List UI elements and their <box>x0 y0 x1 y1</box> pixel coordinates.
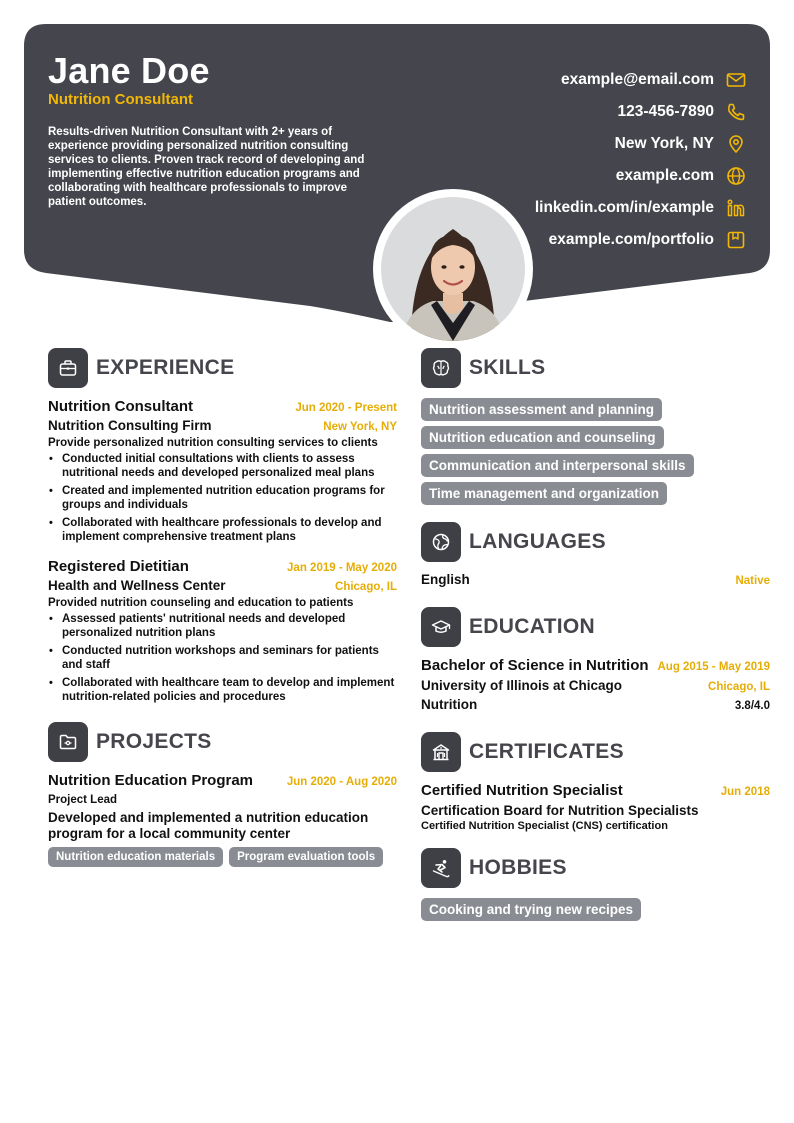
portfolio-icon <box>726 230 746 250</box>
location-icon <box>726 134 746 154</box>
job-location: New York, NY <box>323 421 397 433</box>
education-title: EDUCATION <box>469 615 595 638</box>
job-title: Nutrition Consultant <box>48 398 193 415</box>
contact-phone[interactable] <box>535 96 746 128</box>
contact-phone-text[interactable]: 123-456-7890 <box>617 103 714 120</box>
contact-list <box>535 64 746 256</box>
list-item: • Created and implemented nutrition education programs for groups and individuals <box>48 484 397 512</box>
briefcase-icon <box>48 348 88 388</box>
contact-linkedin-text[interactable]: linkedin.com/in/example <box>534 199 714 216</box>
hobbies-list <box>421 898 770 926</box>
language-level: Native <box>735 575 770 587</box>
list-item: • Conducted nutrition workshops and seminars for patients and staff <box>48 644 397 672</box>
linkedin-icon <box>726 198 746 218</box>
school: University of Illinois at Chicago <box>421 678 623 693</box>
language-name: English <box>421 572 470 587</box>
phone-icon <box>726 102 746 122</box>
list-item: • Collaborated with healthcare professionals to develop and implement comprehensive treatment plans <box>48 516 397 544</box>
skills-header <box>421 348 770 388</box>
skiing-icon <box>421 848 461 888</box>
project-tags <box>48 847 397 872</box>
profile-photo <box>373 189 533 349</box>
project-role: Project Lead <box>48 794 118 806</box>
hobbies-title: HOBBIES <box>469 856 567 879</box>
contact-website-text[interactable]: example.com <box>615 167 714 184</box>
skill-tag: Nutrition assessment and planning <box>421 398 662 421</box>
job-company: Nutrition Consulting Firm <box>48 418 212 433</box>
certificate-date: Jun 2018 <box>720 786 770 798</box>
project-date: Jun 2020 - Aug 2020 <box>286 776 397 788</box>
brain-icon <box>421 348 461 388</box>
education-date: Aug 2015 - May 2019 <box>657 661 770 673</box>
profile-summary: Results-driven Nutrition Consultant with 2+ years of experience providing personalized nutrition consulting services to clients. Proven track record of developing and implementing effective nutrition education programs and collaborating with healthcare professionals to improve patient outcomes. <box>48 126 365 208</box>
experience-item <box>48 558 397 704</box>
job-bullets <box>48 452 397 544</box>
skill-tag: Communication and interpersonal skills <box>421 454 694 477</box>
field-of-study: Nutrition <box>421 697 478 712</box>
education-location: Chicago, IL <box>708 681 770 693</box>
certificate-description: Certified Nutrition Specialist (CNS) certification <box>421 820 668 832</box>
institution-icon <box>421 732 461 772</box>
hobbies-header <box>421 848 770 888</box>
list-item: • Conducted initial consultations with clients to assess nutritional needs and developed personalized meal plans <box>48 452 397 480</box>
mail-icon <box>726 70 746 90</box>
language-globe-icon <box>421 522 461 562</box>
contact-portfolio[interactable] <box>535 224 746 256</box>
experience-title: EXPERIENCE <box>96 356 235 379</box>
graduation-cap-icon <box>421 607 461 647</box>
experience-header <box>48 348 397 388</box>
skill-tag: Time management and organization <box>421 482 667 505</box>
job-description: Provided nutrition counseling and education to patients <box>48 597 354 609</box>
contact-email[interactable] <box>535 64 746 96</box>
certificate-item <box>421 782 770 832</box>
certificates-title: CERTIFICATES <box>469 740 624 763</box>
degree: Bachelor of Science in Nutrition <box>421 657 649 674</box>
project-description: Developed and implemented a nutrition education program for a local community center <box>48 810 369 841</box>
certificate-name: Certified Nutrition Specialist <box>421 782 623 799</box>
contact-linkedin[interactable] <box>535 192 746 224</box>
avatar <box>381 197 525 341</box>
languages-title: LANGUAGES <box>469 530 606 553</box>
contact-location <box>535 128 746 160</box>
contact-email-text[interactable]: example@email.com <box>561 71 714 88</box>
globe-icon <box>726 166 746 186</box>
left-column <box>48 348 397 872</box>
hobby-tag: Cooking and trying new recipes <box>421 898 641 921</box>
skill-tag: Nutrition education and counseling <box>421 426 664 449</box>
gpa: 3.8/4.0 <box>734 700 770 712</box>
experience-item <box>48 398 397 544</box>
job-title: Registered Dietitian <box>48 558 189 575</box>
job-company: Health and Wellness Center <box>48 578 226 593</box>
skills-list <box>421 398 770 510</box>
skills-title: SKILLS <box>469 356 546 379</box>
right-column <box>421 348 770 926</box>
certificates-header <box>421 732 770 772</box>
job-date: Jun 2020 - Present <box>295 402 397 414</box>
contact-website[interactable] <box>535 160 746 192</box>
folder-icon <box>48 722 88 762</box>
education-header <box>421 607 770 647</box>
project-title: Nutrition Education Program <box>48 772 254 789</box>
project-tag: Nutrition education materials <box>48 847 223 867</box>
languages-header <box>421 522 770 562</box>
list-item: • Collaborated with healthcare team to develop and implement nutrition-related policies and procedures <box>48 676 397 704</box>
contact-location-text: New York, NY <box>614 135 714 152</box>
job-bullets <box>48 612 397 704</box>
education-item <box>421 657 770 712</box>
job-date: Jan 2019 - May 2020 <box>287 562 397 574</box>
language-row <box>421 572 770 587</box>
job-location: Chicago, IL <box>335 581 397 593</box>
contact-portfolio-text[interactable]: example.com/portfolio <box>548 231 714 248</box>
projects-title: PROJECTS <box>96 730 212 753</box>
certificate-issuer: Certification Board for Nutrition Specialists <box>421 803 699 818</box>
candidate-role: Nutrition Consultant <box>48 91 193 108</box>
project-item <box>48 772 397 872</box>
candidate-name: Jane Doe <box>48 50 210 91</box>
job-description: Provide personalized nutrition consulting services to clients <box>48 437 378 449</box>
project-tag: Program evaluation tools <box>229 847 383 867</box>
projects-header <box>48 722 397 762</box>
list-item: • Assessed patients' nutritional needs and developed personalized nutrition plans <box>48 612 397 640</box>
